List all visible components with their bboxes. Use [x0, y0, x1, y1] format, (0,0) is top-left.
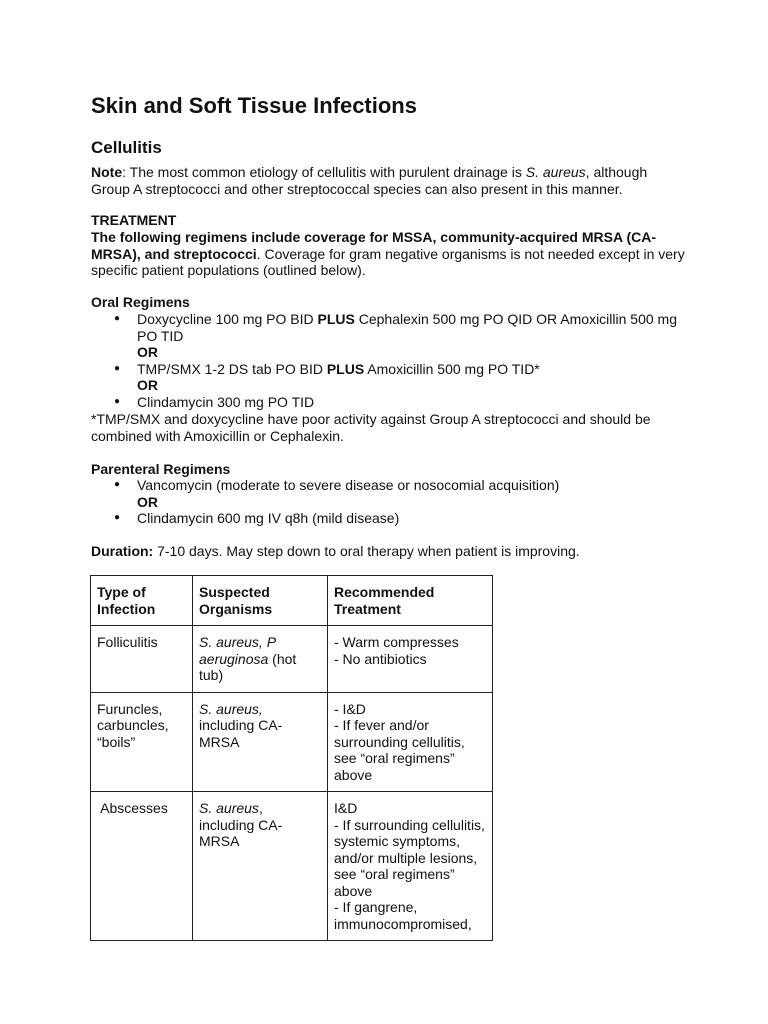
table-header: Recommended Treatment [328, 576, 493, 626]
oral-heading: Oral Regimens [91, 294, 190, 310]
bullet-icon: ● [114, 362, 121, 374]
organism-text: , including CA-MRSA [199, 800, 283, 849]
infection-type-cell: Abscesses [91, 792, 193, 941]
organism-text: including CA-MRSA [199, 717, 283, 750]
table-header-row [91, 576, 493, 626]
treatment-line: - I&D [334, 700, 366, 717]
treatment-line: - Warm compresses [334, 634, 459, 650]
bullet-icon: ● [114, 395, 121, 407]
table-row [91, 626, 493, 693]
treatment-cell [328, 626, 493, 693]
regimen-text: Clindamycin 300 mg PO TID [137, 393, 315, 410]
page-title: Skin and Soft Tissue Infections [91, 93, 417, 118]
organism-cell [193, 792, 328, 941]
list-item [91, 477, 691, 494]
bullet-icon: ● [114, 313, 121, 324]
organism-italic: S. aureus, [199, 700, 263, 717]
regimen-text: Vancomycin (moderate to severe disease or nosocomial acquisition) [137, 477, 560, 493]
or-label: OR [137, 377, 158, 393]
infection-type-cell: Furuncles, carbuncles, “boils” [91, 692, 193, 792]
table-header: Type of Infection [91, 576, 193, 626]
regimen-text: Clindamycin 600 mg IV q8h (mild disease) [137, 510, 400, 526]
infection-table [90, 575, 493, 941]
treatment-paragraph [91, 229, 686, 279]
oral-regimens-list [91, 311, 691, 410]
list-item [91, 361, 691, 378]
organism-italic: S. aureus [199, 800, 259, 816]
infection-type-cell: Folliculitis [91, 626, 193, 693]
table-row [91, 792, 493, 941]
duration-line [91, 543, 580, 560]
note-text-a: : The most common etiology of cellulitis with purulent drainage is [122, 164, 526, 180]
organism-text: (hot tub) [199, 650, 297, 683]
list-item [91, 510, 691, 527]
treatment-heading: TREATMENT [91, 212, 177, 228]
section-heading: Cellulitis [91, 138, 162, 157]
note-organism: S. aureus [525, 164, 586, 180]
treatment-line: - If surrounding cellulitis, systemic symptoms, and/or multiple lesions, see “oral regimens” above [334, 816, 485, 899]
treatment-line: - If fever and/or surrounding cellulitis, see “oral regimens” above [334, 717, 465, 783]
or-label: OR [137, 493, 158, 510]
regimen-text: Doxycycline 100 mg PO BID [137, 311, 318, 327]
treatment-line: - If gangrene, immunocompromised, [334, 899, 472, 932]
treatment-line: I&D [334, 800, 358, 816]
treatment-cell [328, 792, 493, 941]
plus-label: PLUS [326, 360, 365, 377]
list-item [91, 311, 691, 344]
oral-footnote: *TMP/SMX and doxycycline have poor activity against Group A streptococci and should be combined with Amoxicillin or Cephalexin. [91, 411, 651, 444]
plus-label: PLUS [317, 311, 355, 327]
table-row [91, 692, 493, 792]
regimen-text: Cephalexin 500 mg PO QID OR Amoxicillin 500 mg PO TID [137, 311, 677, 344]
organism-cell [193, 626, 328, 693]
organism-italic: S. aureus, P aeruginosa [199, 634, 276, 667]
note-text-b: , although Group A streptococci and other streptococcal species can also present in this manner. [91, 164, 648, 197]
organism-cell [193, 692, 328, 792]
treatment-bold-text: The following regimens include coverage for MSSA, community-acquired MRSA (CA-MRSA), and streptococci [91, 229, 656, 262]
duration-text: 7-10 days. May step down to oral therapy when patient is improving. [153, 543, 580, 559]
list-item [91, 394, 691, 411]
treatment-line: - No antibiotics [334, 650, 427, 667]
bullet-icon: ● [114, 512, 121, 523]
bullet-icon: ● [114, 479, 121, 490]
duration-label: Duration: [91, 543, 154, 559]
treatment-normal-text: . Coverage for gram negative organisms is not needed except in very specific patient populations (outlined below). [91, 245, 685, 278]
parenteral-heading: Parenteral Regimens [91, 461, 231, 477]
note-paragraph [91, 164, 681, 197]
treatment-cell [328, 692, 493, 792]
regimen-text: Amoxicillin 500 mg PO TID* [364, 360, 540, 377]
or-label: OR [137, 344, 158, 360]
parenteral-regimens-list [91, 477, 691, 527]
note-label: Note [91, 164, 123, 180]
regimen-text: TMP/SMX 1-2 DS tab PO BID [137, 360, 327, 377]
table-header: Suspected Organisms [193, 576, 328, 626]
